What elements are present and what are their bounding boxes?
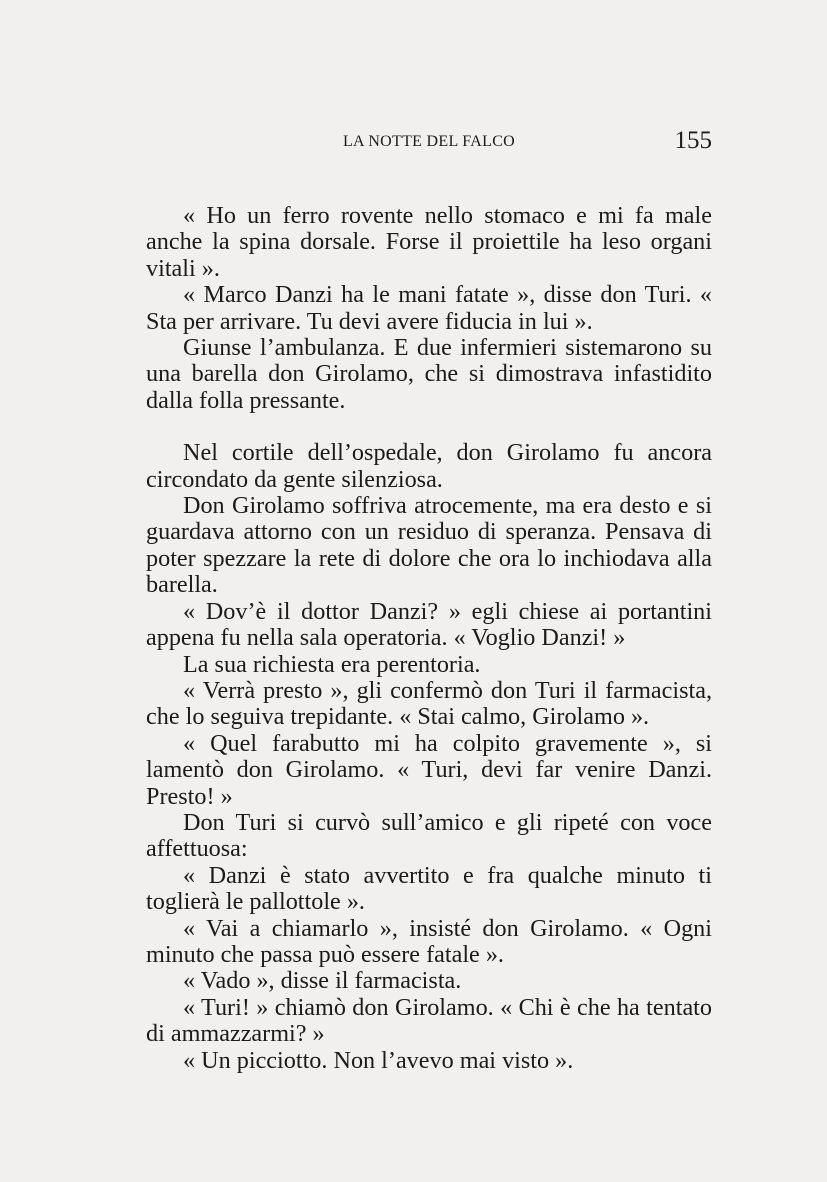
running-head-title: LA NOTTE DEL FALCO: [342, 133, 516, 150]
paragraph: « Vai a chiamarlo », insisté don Girolamo. « Ogni minuto che passa può essere fatale ».: [146, 914, 712, 968]
paragraph: « Un picciotto. Non l’avevo mai visto ».: [183, 1046, 574, 1074]
paragraph: « Marco Danzi ha le mani fatate », disse don Turi. « Sta per arrivare. Tu devi avere fiducia in lui ».: [146, 281, 712, 335]
paragraph: Nel cortile dell’ospedale, don Girolamo fu ancora circondato da gente silenziosa.: [146, 439, 712, 493]
paragraph: « Verrà presto », gli confermò don Turi il farmacista, che lo seguiva trepidante. « Stai calmo, Girolamo ».: [146, 676, 712, 731]
paragraph: La sua richiesta era perentoria.: [183, 650, 481, 678]
paragraph: « Vado », disse il farmacista.: [183, 967, 462, 995]
paragraph: Don Girolamo soffriva atrocemente, ma era desto e si guardava attorno con un residuo di speranza. Pensava di poter spezzare la rete di dolore che ora lo inchiodava alla barella.: [146, 492, 712, 599]
paragraph: « Danzi è stato avvertito e fra qualche minuto ti toglierà le pallottole ».: [146, 861, 712, 916]
paragraph: « Quel farabutto mi ha colpito gravemente », si lamentò don Girolamo. « Turi, devi far venire Danzi. Presto! »: [146, 729, 712, 810]
paragraph: « Ho un ferro rovente nello stomaco e mi fa male anche la spina dorsale. Forse il proiettile ha leso organi vitali ».: [146, 202, 712, 282]
body-text: [146, 203, 712, 1074]
paragraph: Giunse l’ambulanza. E due infermieri sistemarono su una barella don Girolamo, che si dimostrava infastidito dalla folla pressante.: [146, 334, 712, 414]
paragraph: Don Turi si curvò sull’amico e gli ripeté con voce affettuosa:: [146, 808, 712, 863]
running-head: [146, 127, 712, 155]
paragraph: « Dov’è il dottor Danzi? » egli chiese ai portantini appena fu nella sala operatoria. « Voglio Danzi! »: [146, 597, 712, 652]
page-number: 155: [674, 127, 712, 154]
paragraph: « Turi! » chiamò don Girolamo. « Chi è che ha tentato di ammazzarmi? »: [146, 993, 712, 1048]
